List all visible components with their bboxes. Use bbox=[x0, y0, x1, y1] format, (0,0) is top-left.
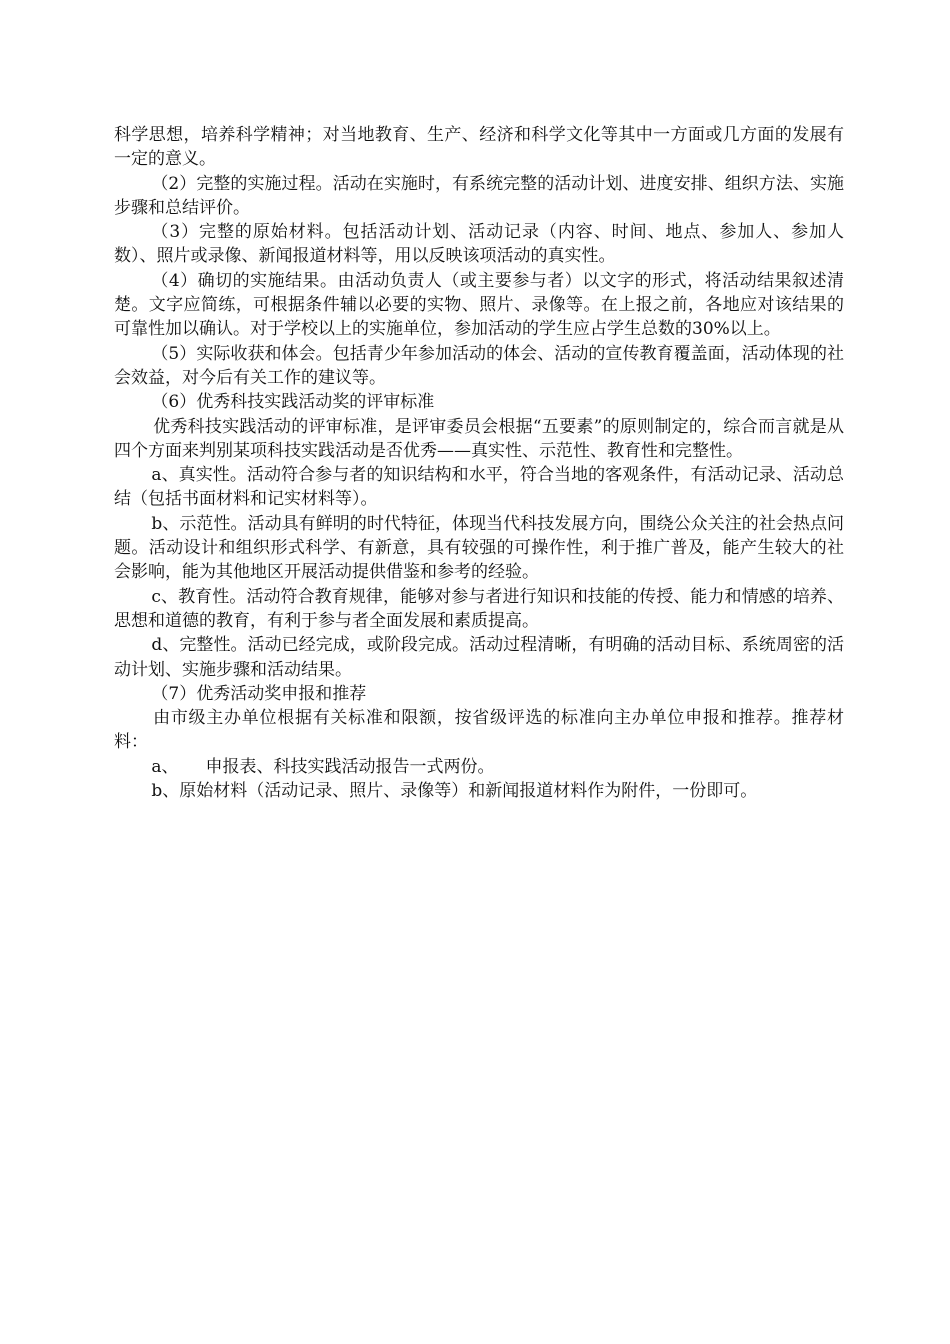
paragraph-item-b: b、原始材料（活动记录、照片、录像等）和新闻报道材料作为附件，一份即可。 bbox=[151, 781, 758, 802]
paragraph-implementation-process: （2）完整的实施过程。活动在实施时，有系统完整的活动计划、进度安排、组织方法、实施步骤和总结评价。 bbox=[114, 173, 844, 218]
document-body bbox=[114, 123, 844, 803]
paragraph-review-criteria: 优秀科技实践活动的评审标准，是评审委员会根据“五要素”的原则制定的，综合而言就是从四个方面来判别某项科技实践活动是否优秀——真实性、示范性、教育性和完整性。 bbox=[114, 416, 844, 461]
paragraph-section-heading-review-criteria: （6）优秀科技实践活动奖的评审标准 bbox=[151, 392, 435, 413]
paragraph-completeness: d、完整性。活动已经完成，或阶段完成。活动过程清晰，有明确的活动目标、系统周密的活动计划、实施步骤和活动结果。 bbox=[114, 635, 844, 680]
paragraph-educational: c、教育性。活动符合教育规律，能够对参与者进行知识和技能的传授、能力和情感的培养、思想和道德的教育，有利于参与者全面发展和素质提高。 bbox=[114, 586, 844, 631]
paragraph-item-a: a、 申报表、科技实践活动报告一式两份。 bbox=[151, 756, 495, 777]
paragraph-exemplary: b、示范性。活动具有鲜明的时代特征，体现当代科技发展方向，围绕公众关注的社会热点问题。活动设计和组织形式科学、有新意，具有较强的可操作性，利于推广普及，能产生较大的社会影响，能为其他地区开展活动提供借鉴和参考的经验。 bbox=[114, 513, 844, 583]
paragraph-section-heading-application: （7）优秀活动奖申报和推荐 bbox=[151, 683, 367, 704]
paragraph-original-materials: （3）完整的原始材料。包括活动计划、活动记录（内容、时间、地点、参加人、参加人数）、照片或录像、新闻报道材料等，用以反映该项活动的真实性。 bbox=[114, 222, 844, 267]
paragraph-authenticity: a、真实性。活动符合参与者的知识结构和水平，符合当地的客观条件，有活动记录、活动总结（包括书面材料和记实材料等）。 bbox=[114, 465, 844, 510]
paragraph-gains-experience: （5）实际收获和体会。包括青少年参加活动的体会、活动的宣传教育覆盖面，活动体现的社会效益，对今后有关工作的建议等。 bbox=[114, 343, 844, 388]
paragraph-intro-continued: 科学思想，培养科学精神；对当地教育、生产、经济和科学文化等其中一方面或几方面的发展有一定的意义。 bbox=[114, 125, 844, 170]
paragraph-application: 由市级主办单位根据有关标准和限额，按省级评选的标准向主办单位申报和推荐。推荐材料： bbox=[114, 708, 844, 753]
paragraph-implementation-results: （4）确切的实施结果。由活动负责人（或主要参与者）以文字的形式，将活动结果叙述清楚。文字应简练，可根据条件辅以必要的实物、照片、录像等。在上报之前，各地应对该结果的可靠性加以确认。对于学校以上的实施单位，参加活动的学生应占学生总数的30%以上。 bbox=[114, 270, 844, 340]
